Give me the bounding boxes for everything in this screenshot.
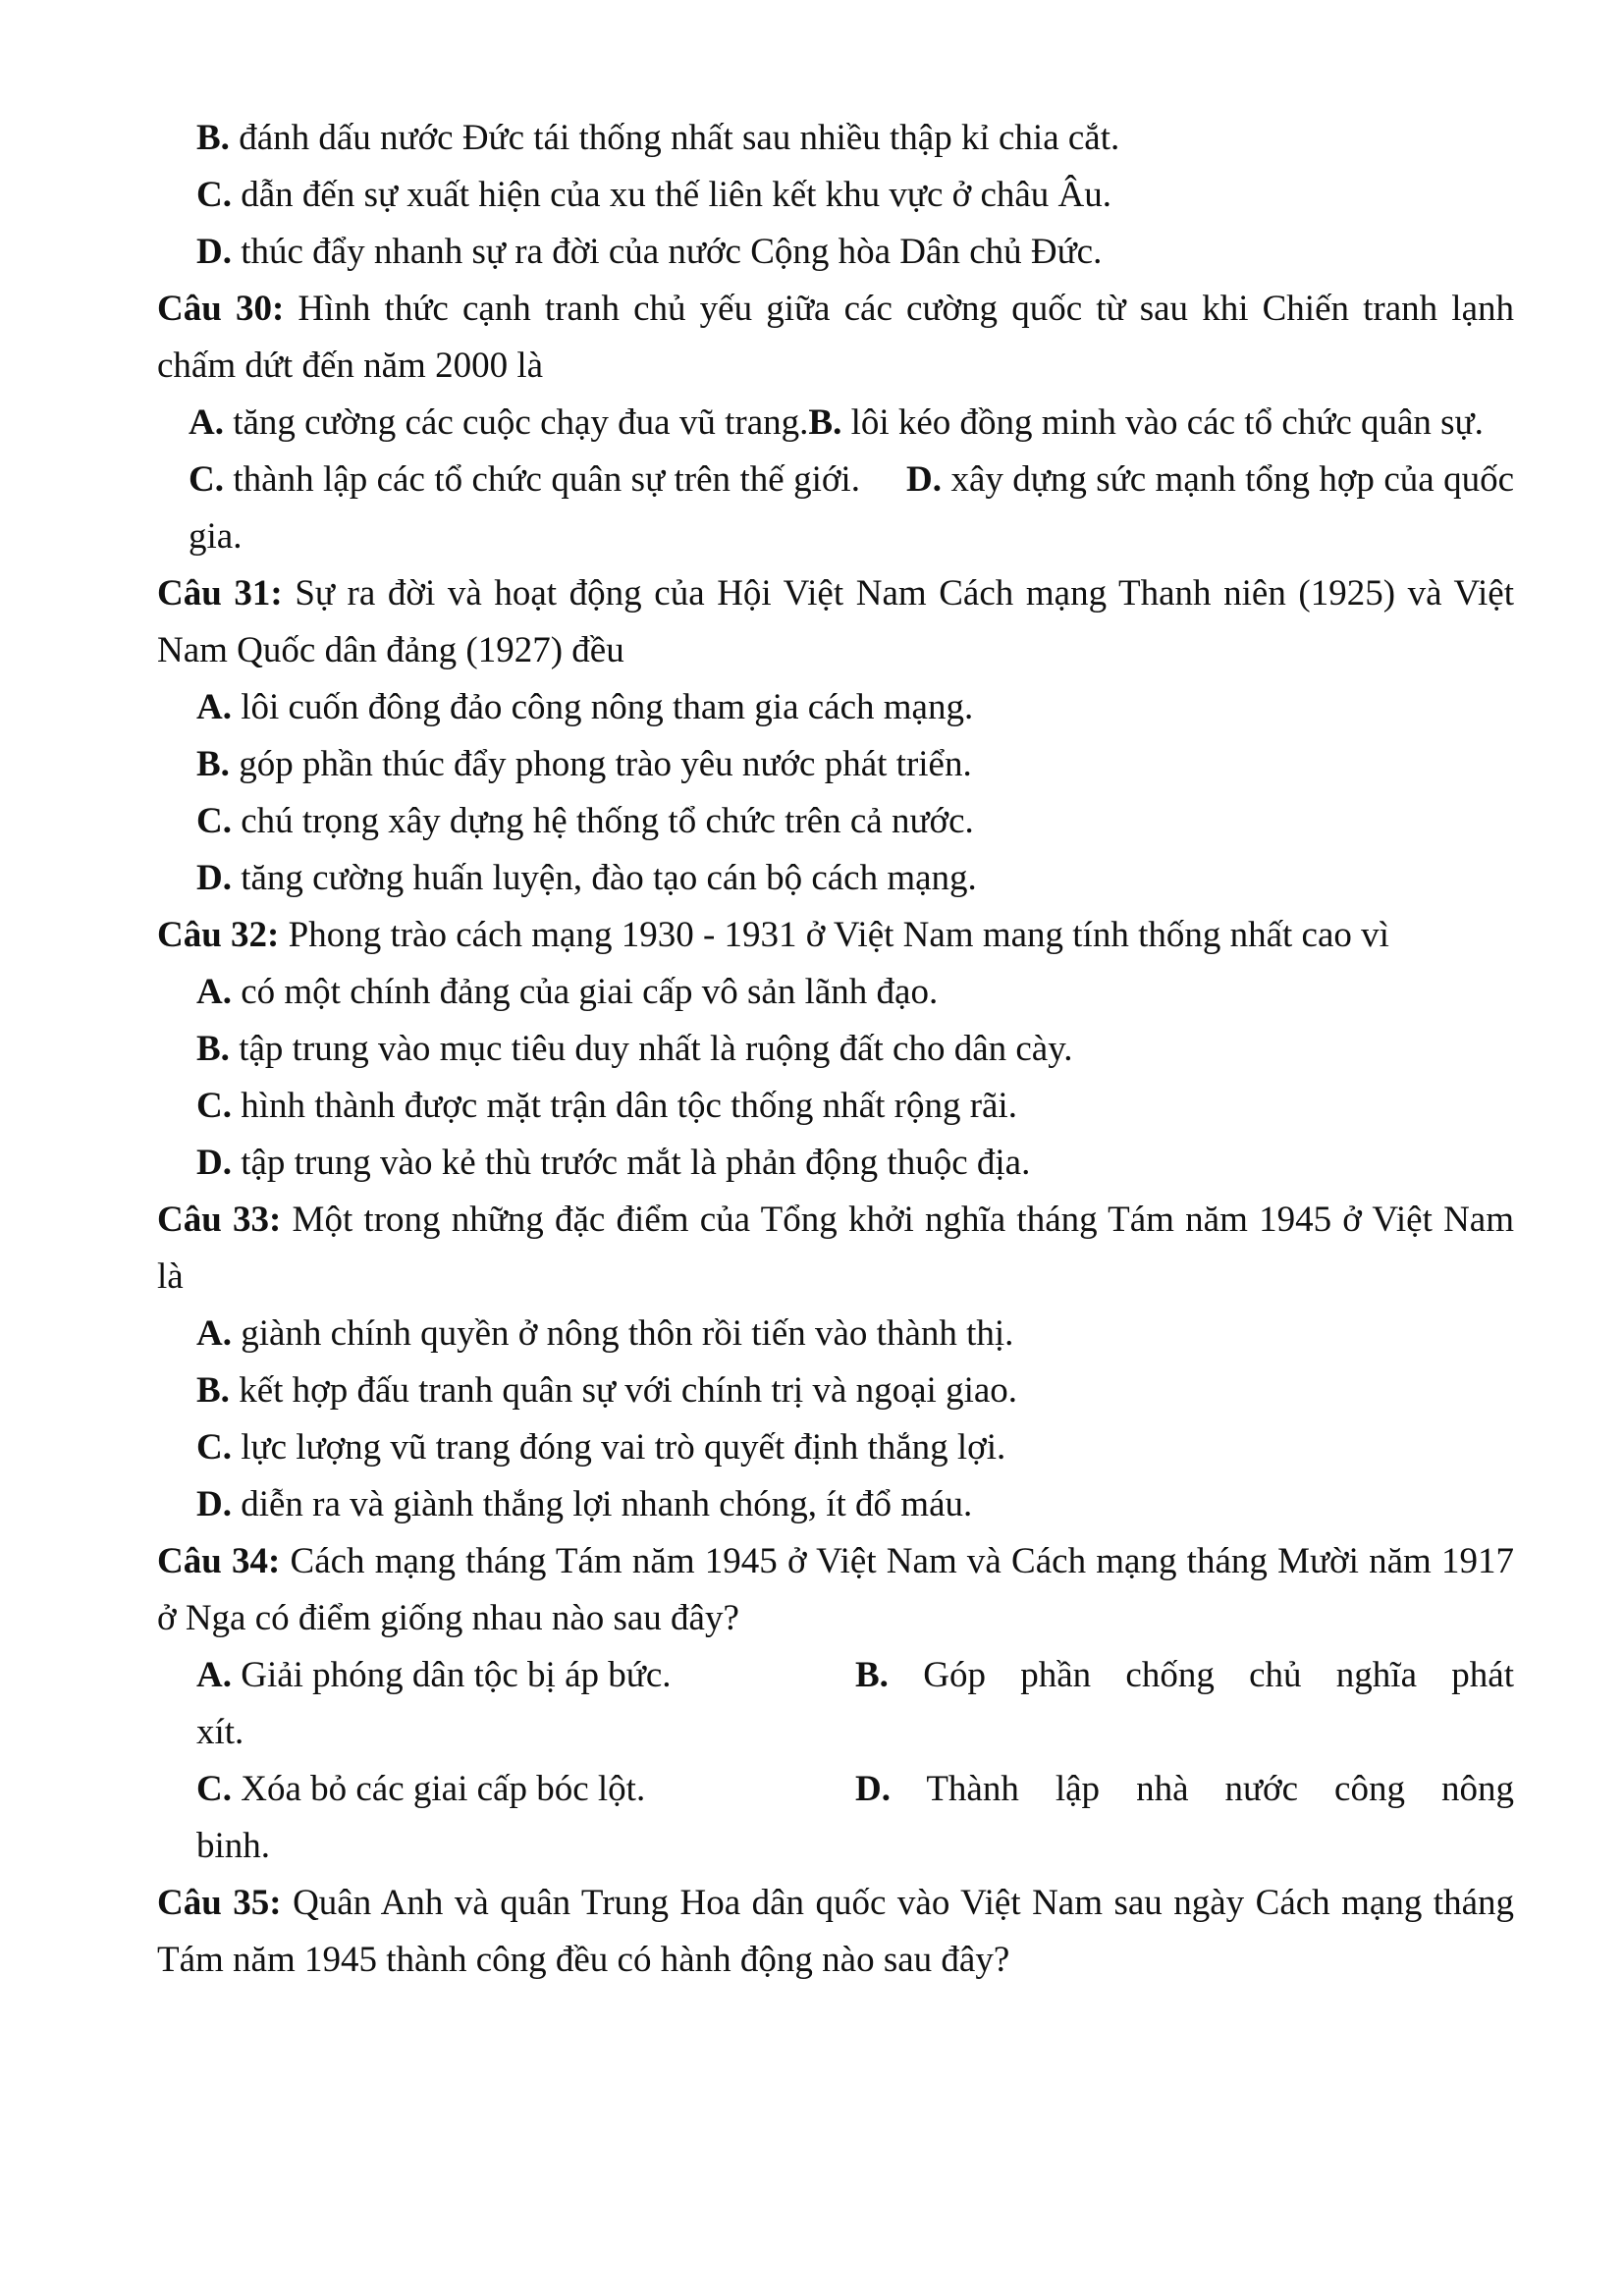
q34-options-ab: [157, 1647, 1514, 1704]
q33-option-d: D. diễn ra và giành thắng lợi nhanh chóng, ít đổ máu.: [196, 1484, 973, 1524]
question-30: Câu 30: Hình thức cạnh tranh chủ yếu giữa các cường quốc từ sau khi Chiến tranh lạnh chấm dứt đến năm 2000 là: [157, 289, 1514, 386]
q34-option-d-continued: binh.: [196, 1826, 271, 1866]
prev-option-d: D. thúc đẩy nhanh sự ra đời của nước Cộng hòa Dân chủ Đức.: [196, 232, 1103, 272]
q30-options-cd: C. thành lập các tổ chức quân sự trên thế giới. D. xây dựng sức mạnh tổng hợp của quốc gia.: [189, 459, 1515, 557]
q31-option-b: B. góp phần thúc đẩy phong trào yêu nước phát triển.: [196, 744, 972, 784]
q33-option-c: C. lực lượng vũ trang đóng vai trò quyết định thắng lợi.: [196, 1427, 1006, 1468]
prev-option-b: B. đánh dấu nước Đức tái thống nhất sau nhiều thập kỉ chia cắt.: [196, 118, 1120, 158]
q34-option-d: D. Thành lập nhà nước công nông: [855, 1769, 1514, 1809]
q33-option-b: B. kết hợp đấu tranh quân sự với chính trị và ngoại giao.: [196, 1370, 1018, 1411]
q34-options-cd: [157, 1761, 1514, 1818]
q31-option-d: D. tăng cường huấn luyện, đào tạo cán bộ cách mạng.: [196, 858, 977, 898]
q34-option-b: B. Góp phần chống chủ nghĩa phát: [855, 1655, 1514, 1695]
question-34: Câu 34: Cách mạng tháng Tám năm 1945 ở Việt Nam và Cách mạng tháng Mười năm 1917 ở Nga có điểm giống nhau nào sau đây?: [157, 1541, 1514, 1638]
exam-page: [157, 110, 1514, 1989]
q31-option-a: A. lôi cuốn đông đảo công nông tham gia cách mạng.: [196, 687, 974, 727]
q32-option-b: B. tập trung vào mục tiêu duy nhất là ruộng đất cho dân cày.: [196, 1029, 1073, 1069]
question-35: Câu 35: Quân Anh và quân Trung Hoa dân quốc vào Việt Nam sau ngày Cách mạng tháng Tám năm 1945 thành công đều có hành động nào sau đây?: [157, 1883, 1515, 1980]
question-32: Câu 32: Phong trào cách mạng 1930 - 1931 ở Việt Nam mang tính thống nhất cao vì: [157, 915, 1389, 955]
prev-option-c: C. dẫn đến sự xuất hiện của xu thế liên kết khu vực ở châu Âu.: [196, 175, 1112, 215]
q30-options-ab: A. tăng cường các cuộc chạy đua vũ trang.B. lôi kéo đồng minh vào các tổ chức quân sự.: [189, 402, 1484, 443]
q33-option-a: A. giành chính quyền ở nông thôn rồi tiến vào thành thị.: [196, 1313, 1014, 1354]
question-33: Câu 33: Một trong những đặc điểm của Tổng khởi nghĩa tháng Tám năm 1945 ở Việt Nam là: [157, 1200, 1515, 1297]
question-31: Câu 31: Sự ra đời và hoạt động của Hội Việt Nam Cách mạng Thanh niên (1925) và Việt Nam Quốc dân đảng (1927) đều: [157, 573, 1514, 670]
q32-option-a: A. có một chính đảng của giai cấp vô sản lãnh đạo.: [196, 972, 939, 1012]
q32-option-d: D. tập trung vào kẻ thù trước mắt là phản động thuộc địa.: [196, 1143, 1031, 1183]
q34-option-b-continued: xít.: [196, 1712, 244, 1752]
q31-option-c: C. chú trọng xây dựng hệ thống tổ chức trên cả nước.: [196, 801, 974, 841]
q32-option-c: C. hình thành được mặt trận dân tộc thống nhất rộng rãi.: [196, 1086, 1017, 1126]
q34-option-a: A. Giải phóng dân tộc bị áp bức.: [196, 1655, 672, 1695]
q34-option-c: C. Xóa bỏ các giai cấp bóc lột.: [196, 1769, 646, 1809]
